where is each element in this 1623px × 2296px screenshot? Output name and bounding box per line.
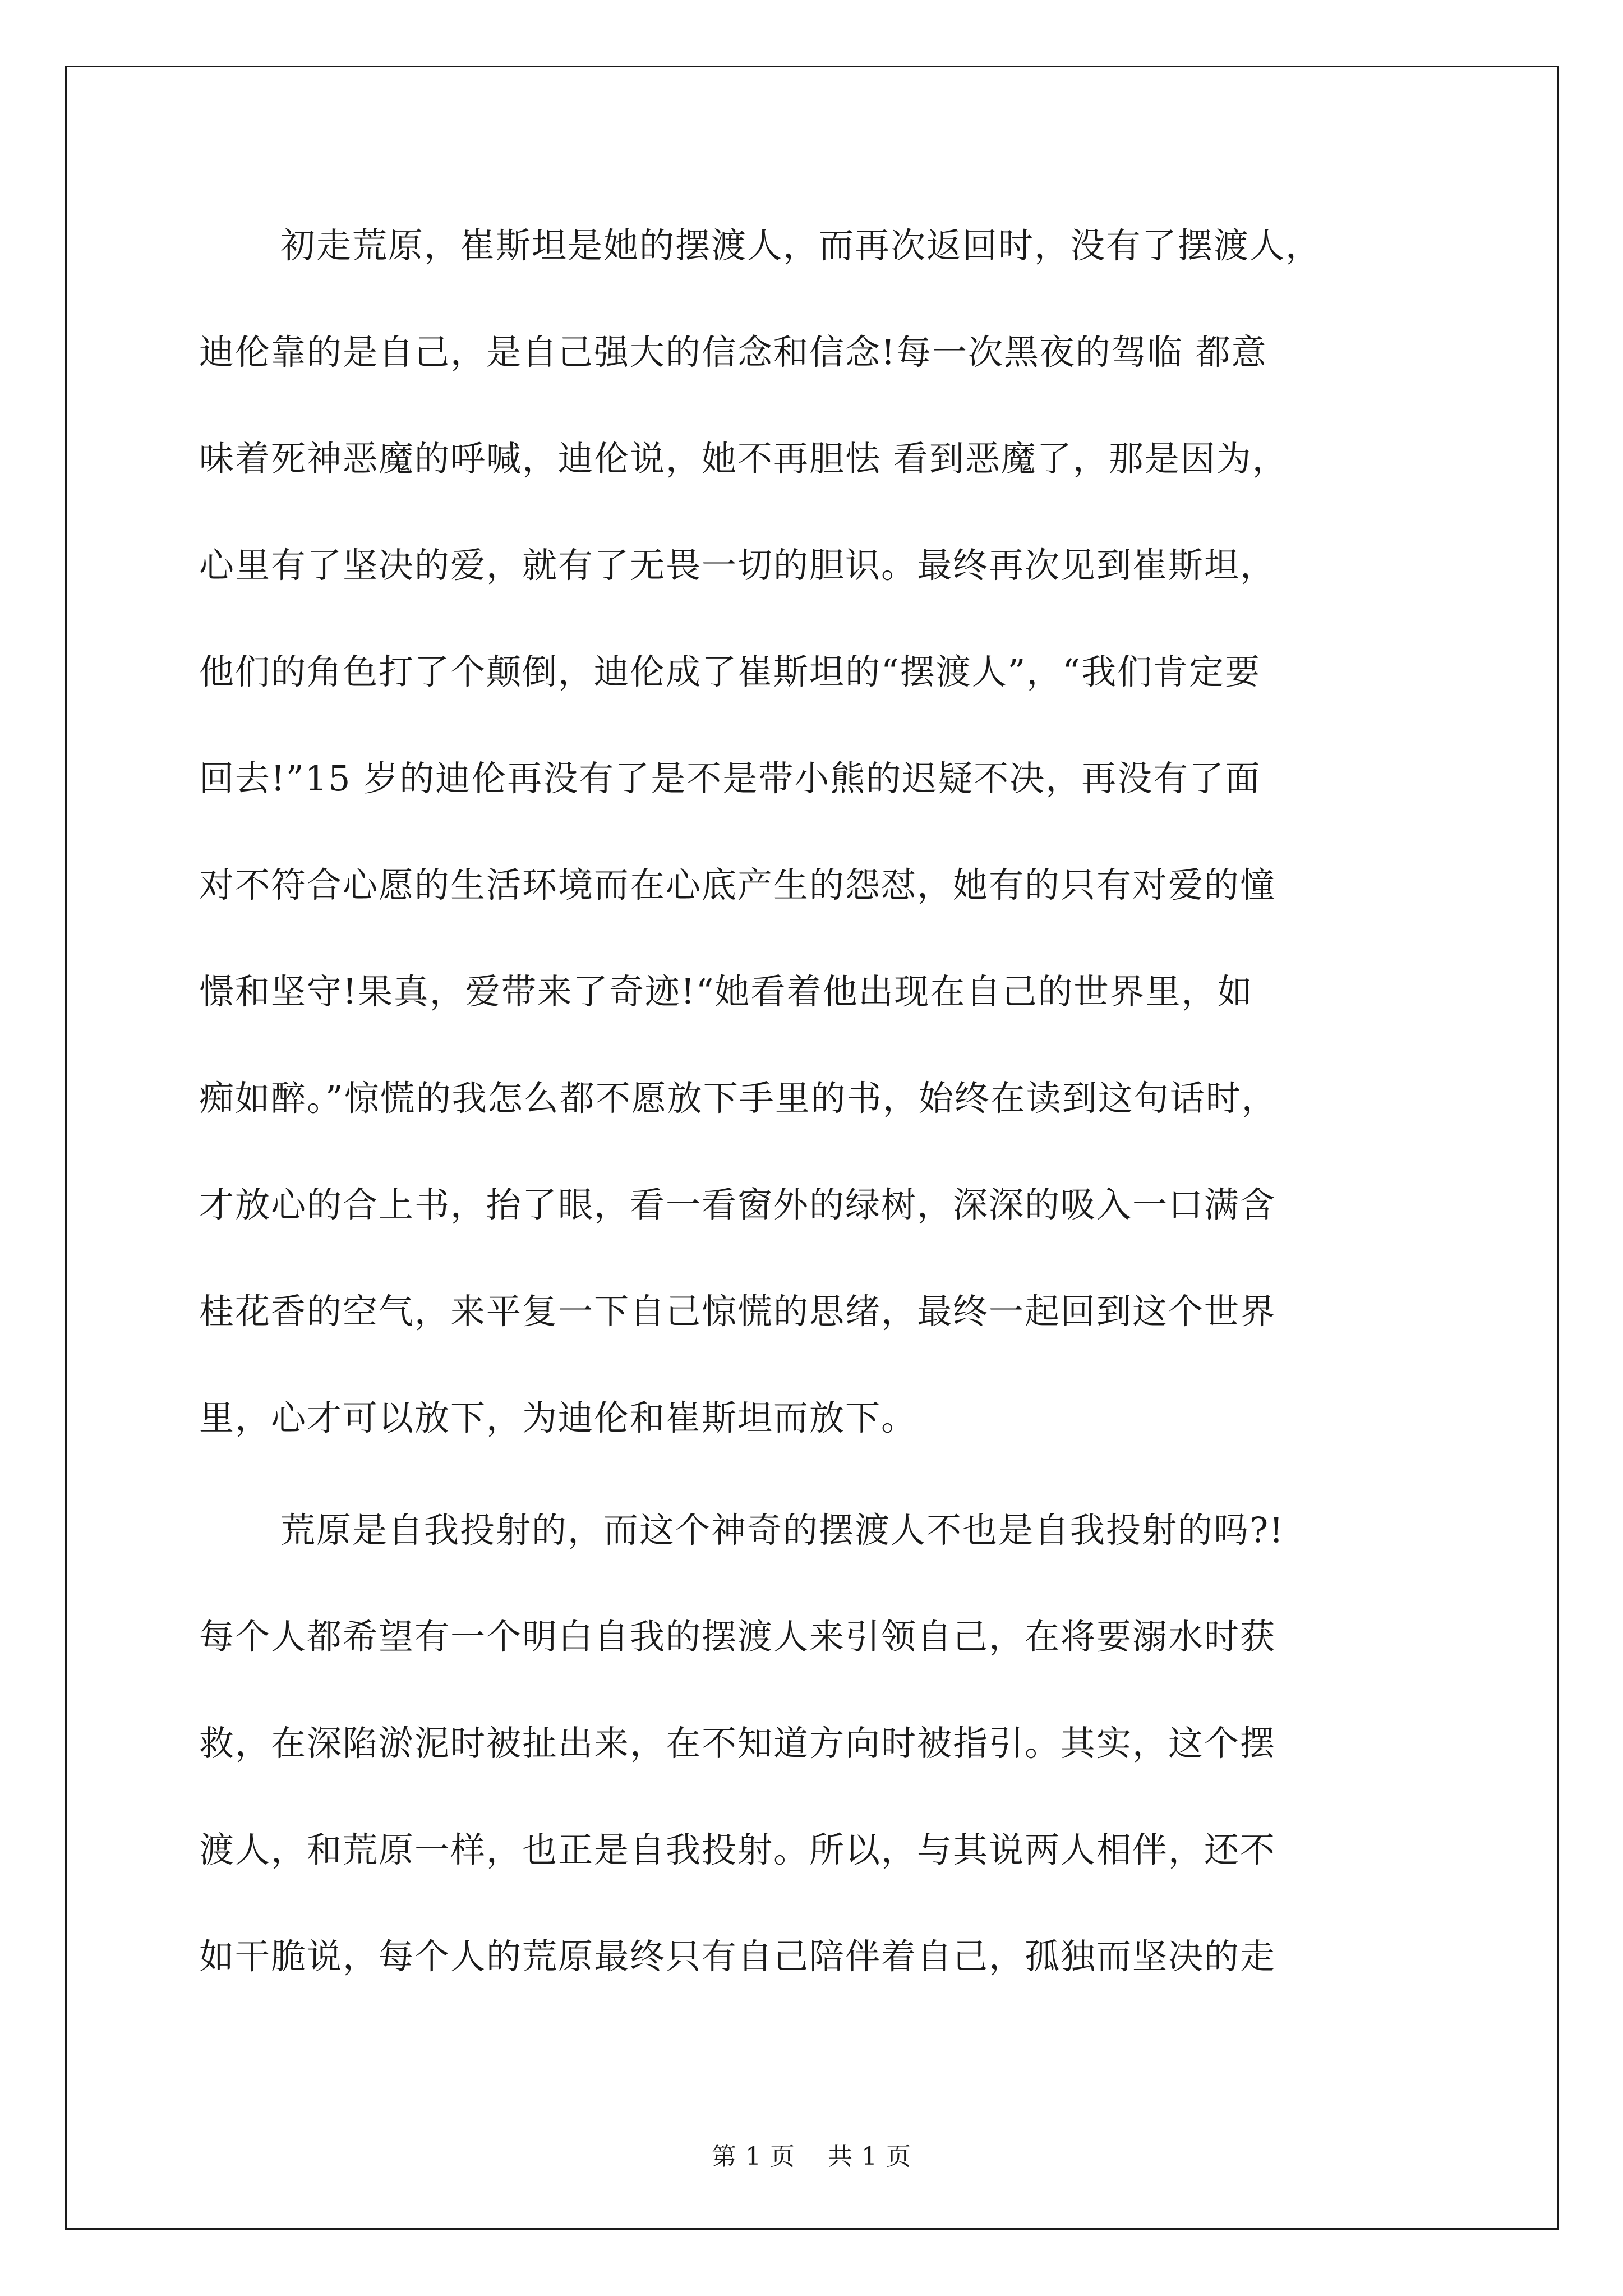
text-line: 桂花香的空气，来平复一下自己惊慌的思绪，最终一起回到这个世界	[199, 1291, 1276, 1332]
text-line: 每个人都希望有一个明白自我的摆渡人来引领自己，在将要溺水时获	[199, 1616, 1276, 1657]
text-line: 迪伦靠的是自己，是自己强大的信念和信念!每一次黑夜的驾临 都意	[199, 332, 1267, 372]
text-line: 回去!”15 岁的迪伦再没有了是不是带小熊的迟疑不决，再没有了面	[199, 758, 1261, 799]
text-line: 救，在深陷淤泥时被扯出来，在不知道方向时被指引。其实，这个摆	[199, 1723, 1276, 1764]
text-line: 心里有了坚决的爱，就有了无畏一切的胆识。最终再次见到崔斯坦，	[199, 545, 1276, 586]
text-line: 对不符合心愿的生活环境而在心底产生的怨怼，她有的只有对爱的憧	[199, 864, 1276, 905]
text-line: 憬和坚守!果真，爱带来了奇迹!“她看着他出现在自己的世界里，如	[199, 971, 1253, 1012]
text-line: 他们的角色打了个颠倒，迪伦成了崔斯坦的“摆渡人”，“我们肯定要	[199, 651, 1261, 692]
page-number-current: 第 1 页	[712, 2142, 795, 2171]
page-footer	[0, 2136, 1623, 2172]
text-line: 才放心的合上书，抬了眼，看一看窗外的绿树，深深的吸入一口满含	[199, 1184, 1276, 1225]
text-line: 味着死神恶魔的呼喊，迪伦说，她不再胆怯 看到恶魔了，那是因为，	[199, 438, 1288, 479]
text-line: 初走荒原，崔斯坦是她的摆渡人，而再次返回时，没有了摆渡人，	[280, 225, 1322, 266]
page-border	[65, 66, 1559, 2230]
page-number-total: 共 1 页	[828, 2142, 911, 2171]
text-line: 如干脆说，每个人的荒原最终只有自己陪伴着自己，孤独而坚决的走	[199, 1936, 1276, 1977]
text-line: 痴如醉。”惊慌的我怎么都不愿放下手里的书，始终在读到这句话时，	[199, 1078, 1278, 1119]
text-line: 渡人，和荒原一样，也正是自我投射。所以，与其说两人相伴，还不	[199, 1829, 1276, 1870]
text-line: 里，心才可以放下，为迪伦和崔斯坦而放下。	[199, 1397, 917, 1438]
text-line: 荒原是自我投射的，而这个神奇的摆渡人不也是自我投射的吗?!	[280, 1510, 1285, 1550]
